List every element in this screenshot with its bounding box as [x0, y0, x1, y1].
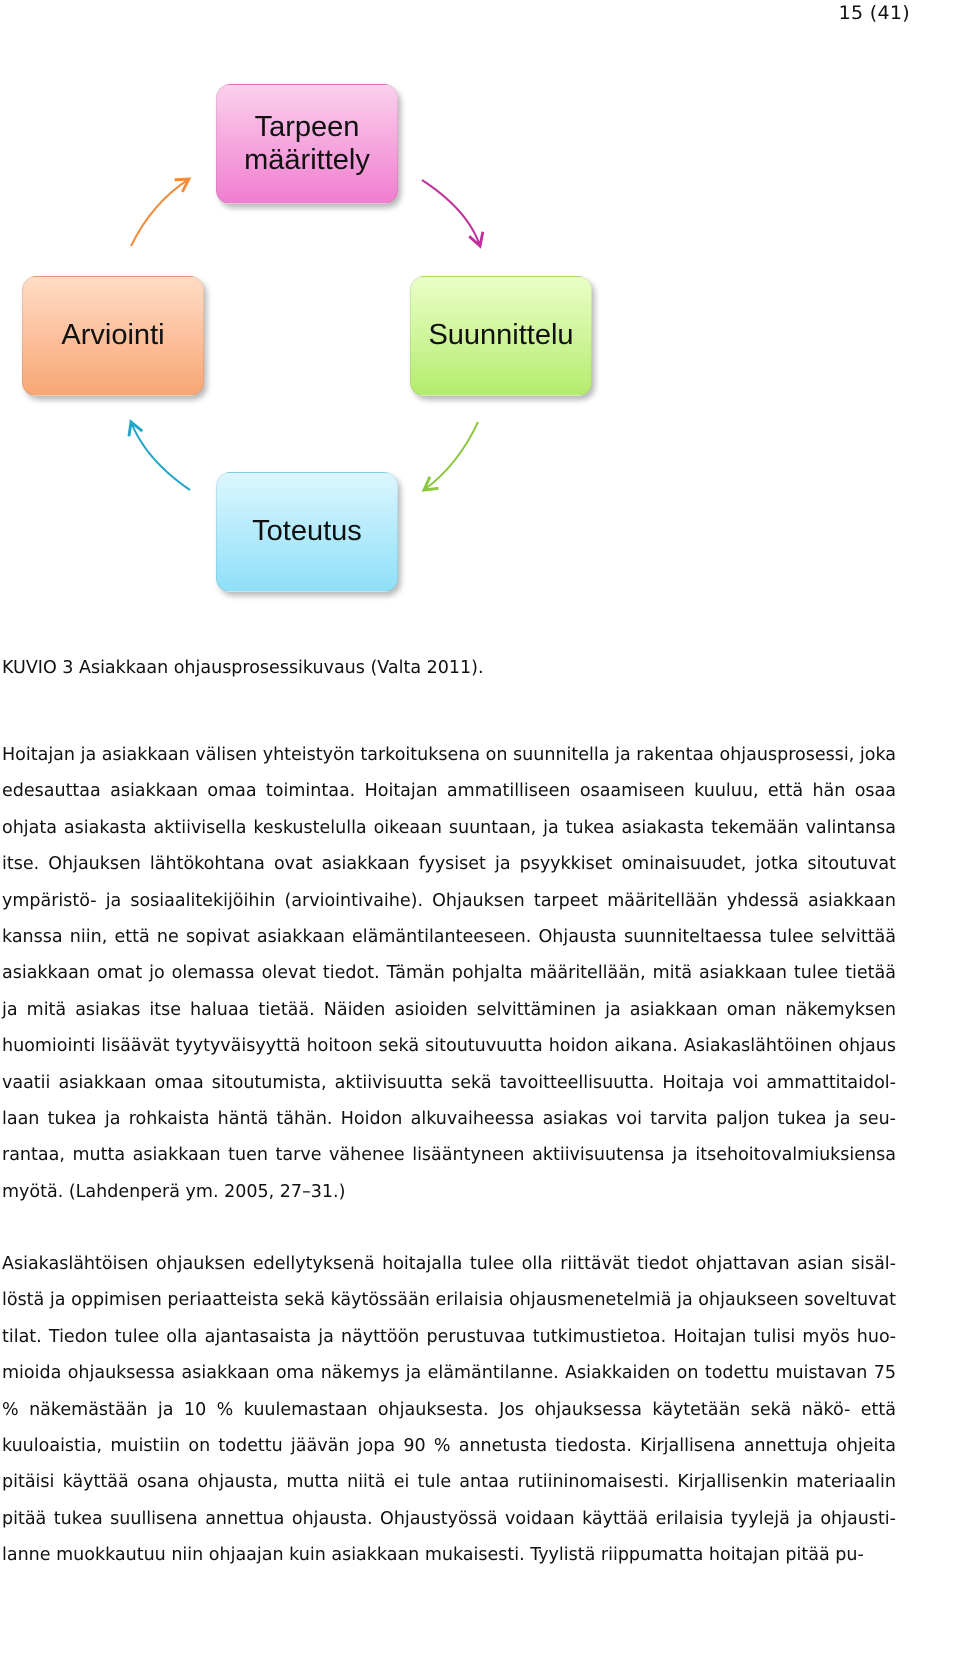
body-paragraph: Asiakaslähtöisen ohjauksen edellytyksenä hoitajalla tulee olla riittävät tiedot ohjattavan asian sisällöstä ja oppimisen periaatteista sekä käytössään erilaisia ohjausmenetelmiä ja ohjaukseen soveltuvat tilat. Tiedon tulee olla ajantasaista ja näyttöön perustuvaa tutkimustietoa. Hoitajan tulisi myös huomioida ohjauksessa asiakkaan oma näkemys ja elämäntilanne. Asiakkaiden on todettu muistavan 75 % näkemästään ja 10 % kuulemastaan ohjauksesta. Jos ohjauksessa käytetään sekä näkö- että kuuloaistia, muistiin on todettu jäävän jopa 90 % annetusta tiedosta. Kirjallisena annettuja ohjeita pitäisi käyttää osana ohjausta, mutta niitä ei tule antaa rutiininomaisesti. Kirjallisenkin materiaalin pitää tukea suullisena annettua ohjausta. Ohjaustyössä voidaan käyttää erilaisia tyylejä ja ohjaustilanne muokkautuu niin ohjaajan kuin asiakkaan mukaisesti. Tyylistä riippumatta hoitajan pitää pu-	[2, 1254, 896, 1566]
box-suunnittelu	[410, 276, 592, 396]
box-toteutus	[216, 472, 398, 592]
box-label: Toteutus	[252, 515, 362, 548]
process-cycle-diagram	[0, 0, 960, 660]
body-paragraph: Hoitajan ja asiakkaan välisen yhteistyön tarkoituksena on suunnitella ja rakentaa ohjausprosessi, joka edesauttaa asiakkaan omaa toimintaa. Hoitajan ammatilliseen osaamiseen kuuluu, että hän osaa ohjata asiakasta aktiivisella keskustelulla oikeaan suuntaan, ja tukea asiakasta tekemään valintansa itse. Ohjauksen lähtökohtana ovat asiakkaan fyysiset ja psyykkiset ominaisuudet, jotka sitoutuvat ympäristö- ja sosiaalitekijöihin (arviointivaihe). Ohjauksen tarpeet määritellään yhdessä asiakkaan kanssa niin, että ne sopivat asiakkaan elämäntilanteeseen. Ohjausta suunniteltaessa tulee selvittää asiakkaan omat jo olemassa olevat tiedot. Tämän pohjalta määritellään, mitä asiakkaan tulee tietää ja mitä asiakas itse haluaa tietää. Näiden asioiden selvittäminen ja asiakkaan oman näkemyksen huomiointi lisäävät tyytyväisyyttä hoitoon sekä sitoutuvuutta hoidon aikana. Asiakaslähtöinen ohjaus vaatii asiakkaan omaa sitoutumista, aktiivisuutta sekä tavoitteellisuutta. Hoitaja voi ammattitaidollaan tukea ja rohkaista häntä tähän. Hoidon alkuvaiheessa asiakas voi tarvita paljon tukea ja seurantaa, mutta asiakkaan tuen tarve vähenee lisääntyneen aktiivisuutensa ja itsehoitovalmiuksiensa myötä. (Lahdenperä ym. 2005, 27–31.)	[2, 745, 896, 1202]
arrow-bottom-to-left	[131, 422, 190, 490]
box-label: Arviointi	[61, 319, 165, 352]
box-label: Tarpeen määrittely	[244, 110, 370, 176]
box-arviointi	[22, 276, 204, 396]
page-number: 15 (41)	[838, 2, 910, 24]
arrow-right-to-bottom	[424, 422, 478, 490]
box-label: Suunnittelu	[428, 319, 574, 352]
arrow-left-to-top	[131, 179, 189, 246]
arrow-top-to-right	[422, 180, 480, 246]
figure-caption: KUVIO 3 Asiakkaan ohjausprosessikuvaus (Valta 2011).	[2, 658, 484, 678]
box-tarpeen-maarittely	[216, 84, 398, 204]
